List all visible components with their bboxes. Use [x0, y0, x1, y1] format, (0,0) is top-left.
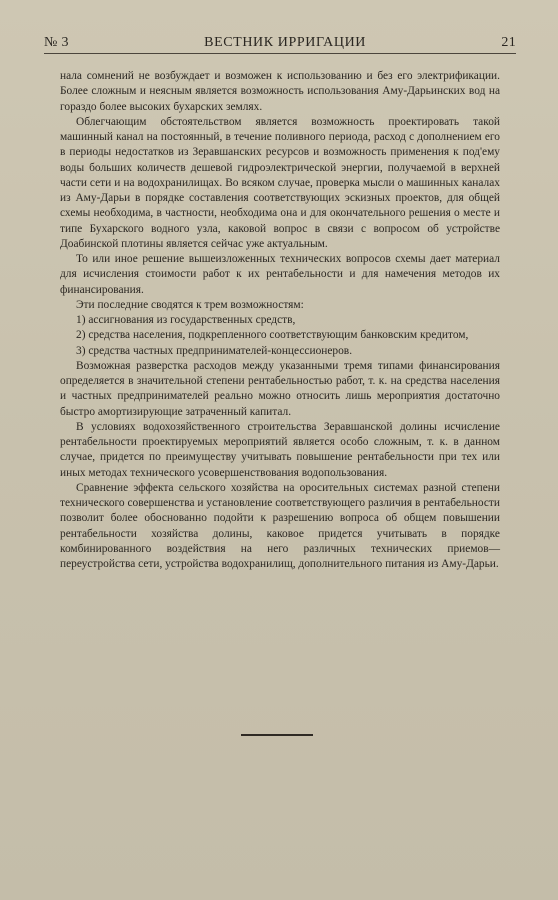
page-header: [44, 34, 516, 52]
article-body: [60, 69, 500, 572]
journal-title: ВЕСТНИК ИРРИГАЦИИ: [204, 35, 366, 50]
paragraph-scheme-decision: То или иное решение вышеизложенных технических вопросов схемы дает материал для исчисления стоимости работ к их рентабельности и для намечения методов их финансирования.: [60, 253, 500, 296]
header-rule: [44, 53, 516, 54]
paragraph-comparison: Сравнение эффекта сельского хозяйства на оросительных системах разной степени технического совершенства и установление соответствующего различия в рентабельности позволит более обоснованно подойти к разрешению вопроса об общем повышении рентабельности хозяйства долины, каковое придется учитывать в порядке комбинированного воздействия на него различных технических приемов—переустройства сети, устройства водохранилищ, дополнительного питания из Аму-Дарьи.: [60, 481, 500, 570]
paragraph-continuation: нала сомнений не возбуждает и возможен к использованию и без его электрификации. Более сложным и неясным является возможность использования Аму-Дарьинских вод на гораздо более высоких бухарских землях.: [60, 70, 500, 113]
paragraph-machine-canal: Облегчающим обстоятельством является возможность проектировать такой машинный канал на постоянный, в течение поливного периода, расход с дополнением его в периоды недостатков из Зеравшанских ресурсов и возможность применения к под'ему воды больших количеств дешевой гидроэлектрической энергии, получаемой в верхней части сети и на водохранилищах. Во всяком случае, проверка мысли о машинных каналах из Аму-Дарьи в порядке составления соответствующих эскизных проектов, для общей схемы необходима, в частности, необходима она и для окончательного решения о месте и типе Бухарского водного узла, каковой вопрос в связи с вопросом об устройстве Доабинской плотины является сейчас уже актуальным.: [60, 115, 500, 250]
paragraph-cost-allocation: Возможная разверстка расходов между указанными тремя типами финансирования определяется в значительной степени рентабельностью работ, т. к. на средства населения и частных предпринимателей реально можно относить лишь мероприятия достаточно быстро амортизирующие затраченный капитал.: [60, 359, 500, 418]
list-item-1: 1) ассигнования из государственных средств,: [76, 314, 296, 326]
article-end-rule: [241, 734, 313, 736]
list-item-3: 3) средства частных предпринимателей-концессионеров.: [76, 344, 353, 357]
paragraph-three-options: Эти последние сводятся к трем возможностям:: [76, 298, 304, 311]
issue-number: № 3: [44, 35, 69, 50]
page-number: 21: [501, 35, 516, 50]
paragraph-zeravshan-conditions: В условиях водохозяйственного строительства Зеравшанской долины исчисление рентабельности проектируемых мероприятий является особо сложным, т. к. в данном случае, придется по преимуществу учитывать повышение рентабельности при тех или иных методах технического усовершенствования водопользования.: [60, 420, 500, 479]
list-item-2: 2) средства населения, подкрепленного соответствующим банковским кредитом,: [76, 329, 469, 342]
